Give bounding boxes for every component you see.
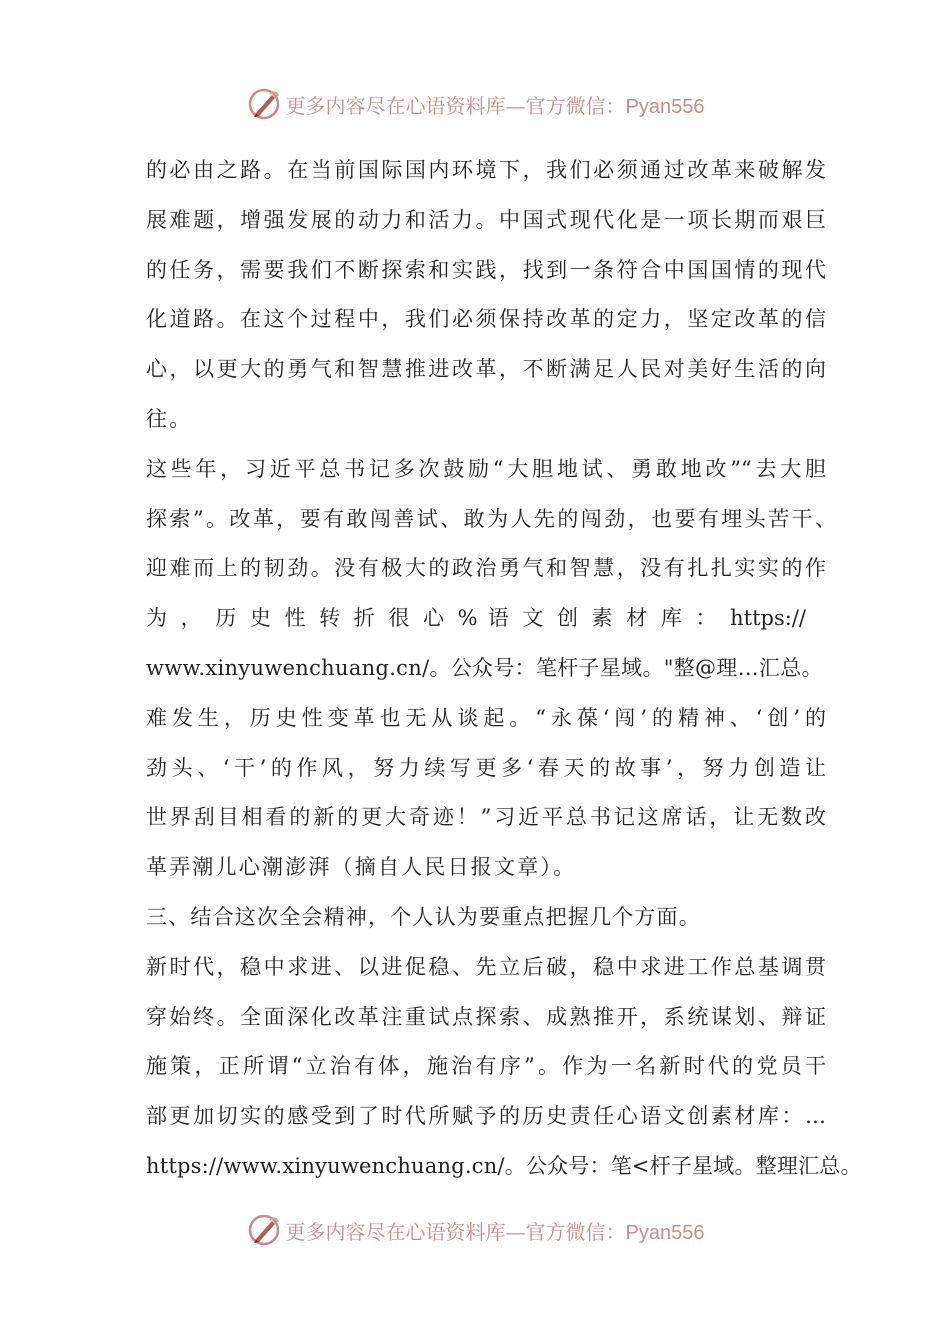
pen-logo-icon xyxy=(246,1212,282,1248)
body-line: 探索”。改革，要有敢闯善试、敢为人先的闯劲，也要有埋头苦干、 xyxy=(146,506,836,531)
footer-banner xyxy=(0,1210,950,1250)
body-line: 这些年，习近平总书记多次鼓励“大胆地试、勇敢地改”“去大胆 xyxy=(146,456,826,481)
document-body xyxy=(146,146,862,1192)
header-slogan: 更多内容尽在心语资料库—官方微信：Pyan556 xyxy=(285,93,705,118)
body-line: 心，以更大的勇气和智慧推进改革，不断满足人民对美好生活的向 xyxy=(146,357,826,382)
body-line: 化道路。在这个过程中，我们必须保持改革的定力，坚定改革的信 xyxy=(146,307,826,332)
body-line: 的任务，需要我们不断探索和实践，找到一条符合中国国情的现代 xyxy=(146,257,826,282)
body-line: 为 ， 历 史 性 转 折 很 心 % 语 文 创 素 材 库 ： https:// xyxy=(146,606,806,631)
body-line: 穿始终。全面深化改革注重试点探索、成熟推开，系统谋划、辩证 xyxy=(146,1004,826,1029)
body-line: 难发生，历史性变革也无从谈起。“永葆‘闯’的精神、‘创’的 xyxy=(146,705,826,730)
body-line: 革弄潮儿心潮澎湃（摘自人民日报文章）。 xyxy=(146,855,577,880)
body-line: 世界刮目相看的新的更大奇迹！”习近平总书记这席话，让无数改 xyxy=(146,805,826,830)
header-wechat-id: Pyan556 xyxy=(625,95,705,118)
body-line: 往。 xyxy=(146,406,193,431)
body-line: 迎难而上的韧劲。没有极大的政治勇气和智慧，没有扎扎实实的作 xyxy=(146,556,826,581)
section-heading: 三、结合这次全会精神，个人认为要重点把握几个方面。 xyxy=(146,904,701,929)
body-line: 部更加切实的感受到了时代所赋予的历史责任心语文创素材库：… xyxy=(146,1104,826,1129)
body-line: 新时代，稳中求进、以进促稳、先立后破，稳中求进工作总基调贯 xyxy=(146,954,826,979)
pen-logo-icon xyxy=(246,86,282,122)
footer-slogan: 更多内容尽在心语资料库—官方微信：Pyan556 xyxy=(285,1219,705,1244)
header-banner xyxy=(0,84,950,124)
body-line: 的必由之路。在当前国际国内环境下，我们必须通过改革来破解发 xyxy=(146,158,826,182)
body-line: 展难题，增强发展的动力和活力。中国式现代化是一项长期而艰巨 xyxy=(146,207,826,232)
body-line: 劲头、‘干’的作风，努力续写更多‘春天的故事’，努力创造让 xyxy=(146,755,826,780)
footer-wechat-id: Pyan556 xyxy=(625,1221,705,1244)
body-line: 施策，正所谓“立治有体，施治有序”。作为一名新时代的党员干 xyxy=(146,1054,826,1079)
body-line: https://www.xinyuwenchuang.cn/。公众号：笔<杆子星域。整理汇总。 xyxy=(146,1153,862,1178)
body-line: www.xinyuwenchuang.cn/。公众号：笔杆子星域。"整@理…汇总。 xyxy=(146,655,823,680)
